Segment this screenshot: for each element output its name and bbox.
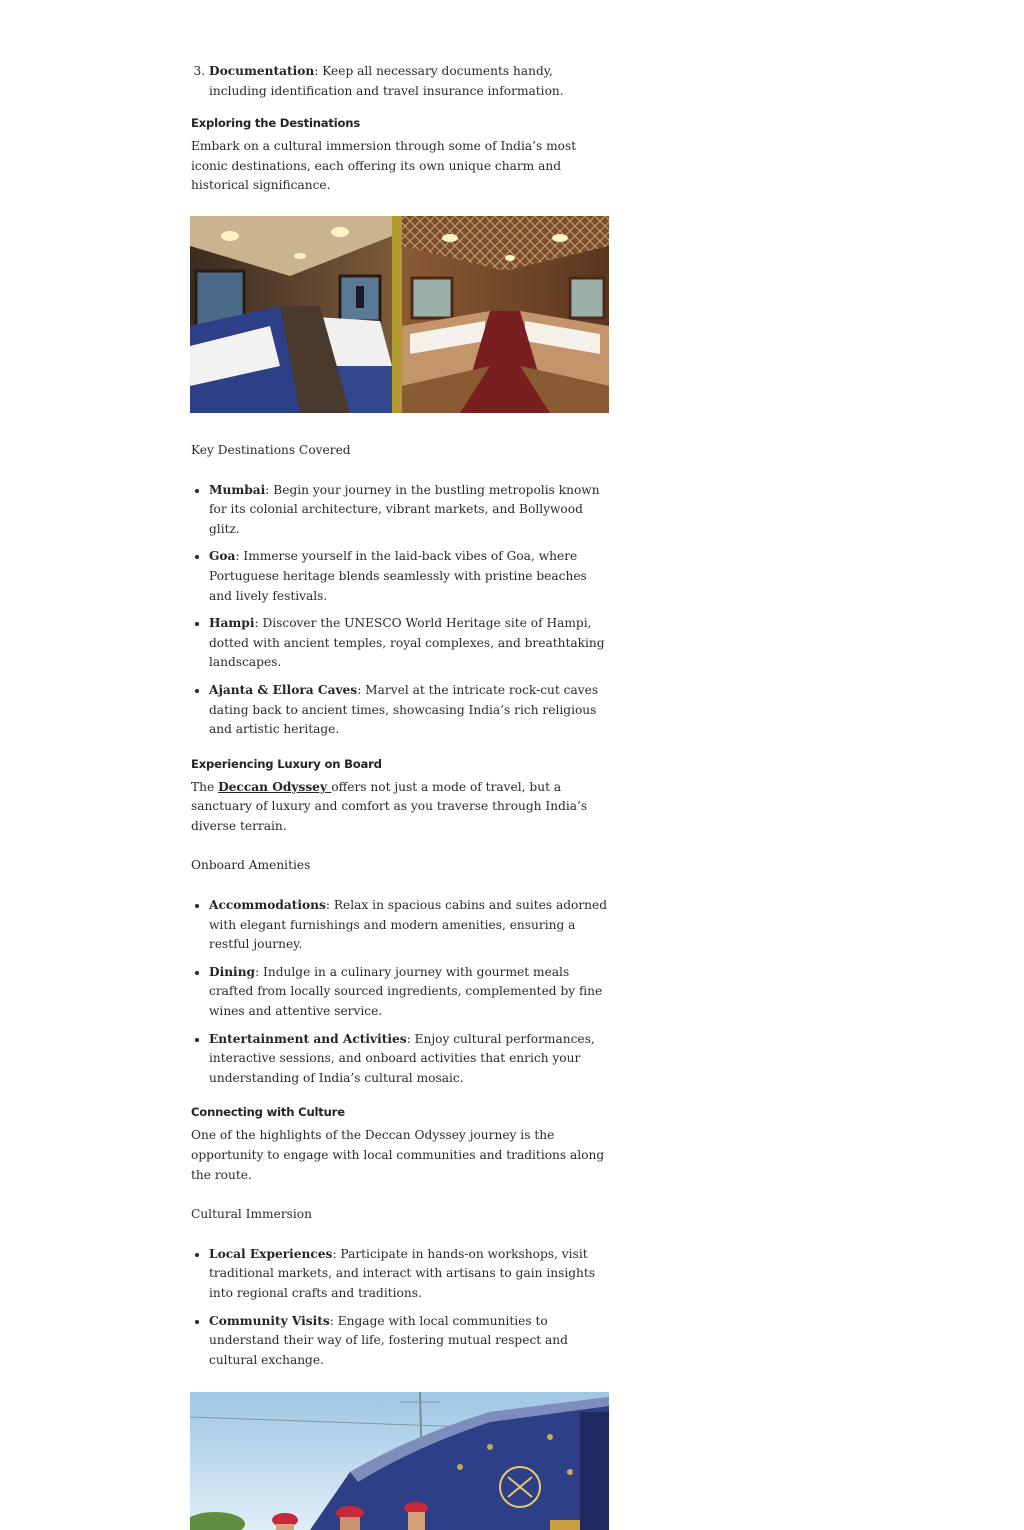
list-item — [209, 896, 611, 955]
list-item-text: : Immerse yourself in the laid-back vibes of Goa, where Portuguese heritage blends seamlessly with pristine beaches and lively festivals. — [209, 549, 587, 603]
list-item — [209, 547, 611, 606]
deccan-odyssey-link[interactable]: Deccan Odyssey — [218, 779, 332, 794]
documentation-list — [191, 62, 611, 101]
list-item-term: Dining — [209, 964, 256, 979]
list-item — [209, 62, 611, 101]
list-item-text: : Discover the UNESCO World Heritage site of Hampi, dotted with ancient temples, royal complexes, and breathtaking landscapes. — [209, 616, 605, 670]
article-body — [191, 62, 611, 1530]
amenities-list — [191, 896, 611, 1088]
list-item-term: Local Experiences — [209, 1246, 333, 1261]
train-staff-illustration — [190, 1392, 609, 1530]
list-item — [209, 481, 611, 540]
list-item-term: Goa — [209, 549, 236, 564]
cultural-immersion-list — [191, 1245, 611, 1371]
section-subheading: Key Destinations Covered — [191, 442, 351, 457]
list-item-term: Hampi — [209, 616, 255, 631]
list-item — [209, 614, 611, 673]
list-item-text: : Marvel at the intricate rock-cut caves dating back to ancient times, showcasing India’s rich religious and artistic heritage. — [209, 682, 599, 737]
intro-text-end: offers not just a mode of travel, but a sanctuary of luxury and comfort as you traverse through India’s diverse terrain. — [191, 779, 588, 833]
list-item-text: : Relax in spacious cabins and suites adorned with elegant furnishings and modern amenities, ensuring a restful journey. — [209, 898, 608, 952]
list-item-text: : Enjoy cultural performances, interactive sessions, and onboard activities that enrich your understanding of India’s cultural mosaic. — [209, 1031, 595, 1085]
intro-text-start: The — [191, 779, 219, 794]
list-item-text: : Engage with local communities to understand their way of life, fostering mutual respect and cultural exchange. — [209, 1313, 568, 1367]
dining-car-illustration — [190, 216, 609, 413]
list-item-text: : Keep all necessary documents handy, including identification and travel insurance information. — [209, 64, 564, 98]
list-item-term: Entertainment and Activities — [209, 1031, 407, 1046]
destinations-list — [191, 481, 611, 740]
section-heading: Experiencing Luxury on Board — [191, 756, 382, 771]
section-intro: One of the highlights of the Deccan Odyssey journey is the opportunity to engage with local communities and traditions along the route. — [191, 1128, 605, 1182]
list-item-text: : Begin your journey in the bustling metropolis known for its colonial architecture, vibrant markets, and Bollywood glitz. — [209, 482, 600, 536]
list-item-term: Mumbai — [209, 482, 266, 497]
section-destinations — [191, 115, 611, 740]
list-item-term: Community Visits — [209, 1313, 330, 1328]
section-subheading: Cultural Immersion — [191, 1207, 312, 1222]
list-item — [209, 963, 611, 1022]
section-culture — [191, 1104, 611, 1530]
section-heading: Exploring the Destinations — [191, 116, 361, 131]
section-intro — [191, 778, 611, 837]
section-subheading: Onboard Amenities — [191, 858, 311, 873]
list-item-term: Documentation — [209, 64, 315, 78]
dining-car-image — [190, 216, 609, 413]
section-luxury — [191, 756, 611, 1089]
section-heading: Connecting with Culture — [191, 1105, 345, 1120]
train-staff-image — [190, 1392, 609, 1530]
list-item — [209, 1245, 611, 1304]
list-item-term: Ajanta & Ellora Caves — [209, 682, 358, 697]
section-intro: Embark on a cultural immersion through some of India’s most iconic destinations, each offering its own unique charm and historical significance. — [191, 139, 577, 193]
list-item — [209, 681, 611, 740]
list-item — [209, 1312, 611, 1371]
list-item — [209, 1030, 611, 1089]
list-item-text: : Participate in hands-on workshops, visit traditional markets, and interact with artisans to gain insights into regional crafts and traditions. — [209, 1246, 596, 1300]
list-item-text: : Indulge in a culinary journey with gourmet meals crafted from locally sourced ingredients, complemented by fine wines and attentive service. — [209, 964, 603, 1019]
list-item-term: Accommodations — [209, 898, 326, 913]
